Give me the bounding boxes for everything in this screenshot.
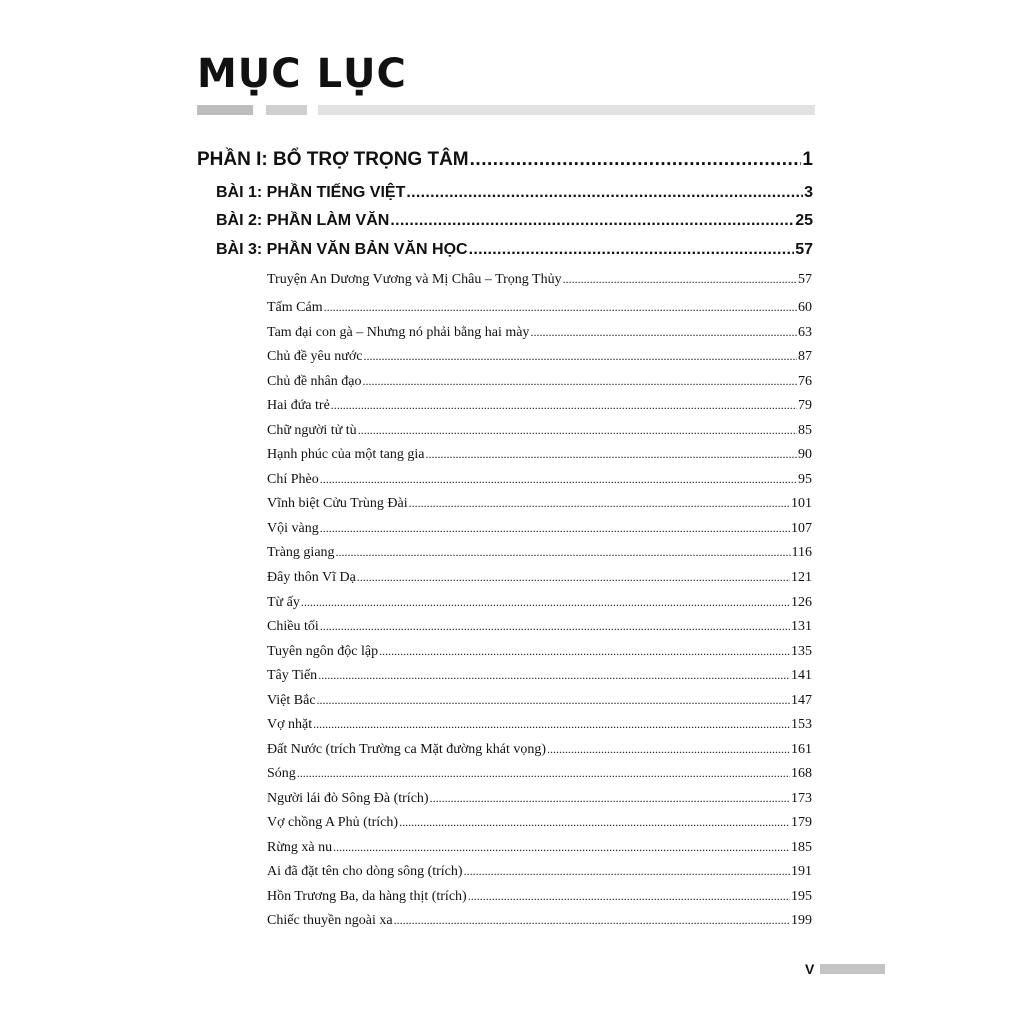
toc-item-page: 85: [798, 423, 812, 438]
toc-item-entry: [267, 617, 812, 636]
toc-item-label: Người lái đò Sông Đà (trích): [267, 791, 429, 806]
toc-lesson-label: BÀI 2: PHẦN LÀM VĂN: [216, 212, 390, 229]
toc-leader-dots: [318, 666, 790, 684]
toc-item-entry: [267, 862, 812, 881]
toc-item-label: Tràng giang: [267, 545, 335, 560]
toc-leader-dots: [425, 445, 797, 463]
toc-leader-dots: [563, 270, 797, 288]
toc-item-page: 79: [798, 398, 812, 413]
toc-part-label: PHẦN I: BỔ TRỢ TRỌNG TÂM: [197, 149, 469, 170]
toc-item-label: Sóng: [267, 766, 296, 781]
toc-item-label: Chữ người tử tù: [267, 423, 357, 438]
toc-lesson-entry: [216, 240, 813, 260]
toc-item-page: 147: [791, 693, 812, 708]
toc-item-page: 95: [798, 472, 812, 487]
toc-leader-dots: [394, 911, 790, 929]
toc-item-label: Vợ chồng A Phủ (trích): [267, 815, 399, 830]
toc-leader-dots: [468, 887, 790, 905]
toc-lesson-label: BÀI 3: PHẦN VĂN BẢN VĂN HỌC: [216, 241, 468, 258]
toc-item-page: 195: [791, 889, 812, 904]
title-underline-bar-2: [266, 105, 307, 115]
toc-item-label: Truyện An Dương Vương và Mị Châu – Trọng Thủy: [267, 272, 562, 287]
title-underline-bar-3: [318, 105, 815, 115]
toc-item-page: 141: [791, 668, 812, 683]
toc-leader-dots: [357, 568, 790, 586]
toc-item-entry: [267, 298, 812, 317]
toc-item-entry: [267, 445, 812, 464]
toc-item-page: 161: [791, 742, 812, 757]
toc-leader-dots: [301, 593, 790, 611]
footer-bar: [820, 964, 885, 974]
toc-leader-dots: [399, 813, 790, 831]
toc-leader-dots: [333, 838, 790, 856]
toc-leader-dots: [331, 396, 797, 414]
toc-item-page: 135: [791, 644, 812, 659]
toc-item-entry: [267, 270, 812, 289]
toc-leader-dots: [320, 470, 797, 488]
toc-item-entry: [267, 543, 812, 562]
toc-item-entry: [267, 911, 812, 930]
toc-item-entry: [267, 568, 812, 587]
toc-item-entry: [267, 593, 812, 612]
toc-leader-dots: [317, 691, 790, 709]
toc-item-page: 173: [791, 791, 812, 806]
toc-leader-dots: [406, 183, 803, 203]
toc-item-page: 63: [798, 325, 812, 340]
toc-leader-dots: [313, 715, 790, 733]
toc-leader-dots: [430, 789, 790, 807]
toc-item-page: 126: [791, 595, 812, 610]
toc-item-page: 87: [798, 349, 812, 364]
toc-leader-dots: [390, 211, 794, 231]
toc-leader-dots: [362, 372, 797, 390]
page-number: V: [805, 961, 815, 977]
toc-item-page: 153: [791, 717, 812, 732]
toc-item-entry: [267, 642, 812, 661]
toc-part-entry: [197, 148, 813, 172]
toc-item-label: Vợ nhặt: [267, 717, 313, 732]
toc-item-label: Hạnh phúc của một tang gia: [267, 447, 425, 462]
toc-lesson-entry: [216, 183, 813, 203]
toc-item-label: Rừng xà nu: [267, 840, 333, 855]
toc-item-page: 168: [791, 766, 812, 781]
toc-leader-dots: [336, 543, 791, 561]
toc-item-entry: [267, 519, 812, 538]
toc-lesson-label: BÀI 1: PHẦN TIẾNG VIỆT: [216, 184, 406, 201]
toc-item-label: Tấm Cám: [267, 300, 323, 315]
toc-item-label: Tuyên ngôn độc lập: [267, 644, 379, 659]
toc-leader-dots: [409, 494, 790, 512]
toc-item-page: 185: [791, 840, 812, 855]
toc-leader-dots: [379, 642, 790, 660]
toc-item-page: 191: [791, 864, 812, 879]
toc-item-entry: [267, 323, 812, 342]
toc-item-entry: [267, 470, 812, 489]
toc-item-page: 179: [791, 815, 812, 830]
toc-item-label: Chiều tối: [267, 619, 319, 634]
toc-item-page: 116: [791, 545, 812, 560]
toc-item-page: 121: [791, 570, 812, 585]
toc-item-page: 60: [798, 300, 812, 315]
toc-leader-dots: [320, 519, 790, 537]
toc-leader-dots: [530, 323, 797, 341]
toc-item-label: Chí Phèo: [267, 472, 319, 487]
toc-leader-dots: [469, 240, 795, 260]
toc-lesson-page: 57: [795, 241, 813, 258]
toc-item-page: 131: [791, 619, 812, 634]
toc-item-entry: [267, 838, 812, 857]
toc-item-page: 76: [798, 374, 812, 389]
toc-item-entry: [267, 740, 812, 759]
toc-item-page: 90: [798, 447, 812, 462]
toc-item-entry: [267, 421, 812, 440]
toc-leader-dots: [547, 740, 790, 758]
toc-item-label: Đây thôn Vĩ Dạ: [267, 570, 356, 585]
toc-item-label: Đất Nước (trích Trường ca Mặt đường khát vọng): [267, 742, 547, 757]
toc-item-label: Việt Bắc: [267, 693, 316, 708]
toc-leader-dots: [324, 298, 797, 316]
toc-item-entry: [267, 494, 812, 513]
toc-item-label: Chủ đề yêu nước: [267, 349, 363, 364]
toc-item-label: Tây Tiến: [267, 668, 318, 683]
toc-item-label: Chủ đề nhân đạo: [267, 374, 362, 389]
toc-item-page: 101: [791, 496, 812, 511]
toc-item-label: Hồn Trương Ba, da hàng thịt (trích): [267, 889, 467, 904]
toc-item-entry: [267, 813, 812, 832]
toc-leader-dots: [297, 764, 790, 782]
toc-item-entry: [267, 347, 812, 366]
toc-item-label: Hai đứa trẻ: [267, 398, 330, 413]
toc-leader-dots: [358, 421, 797, 439]
toc-item-label: Từ ấy: [267, 595, 300, 610]
toc-lesson-page: 3: [804, 184, 813, 201]
toc-item-entry: [267, 396, 812, 415]
title-underline-bar-1: [197, 105, 253, 115]
toc-part-page: 1: [802, 149, 813, 170]
toc-item-entry: [267, 666, 812, 685]
toc-item-label: Vội vàng: [267, 521, 319, 536]
toc-item-label: Vĩnh biệt Cửu Trùng Đài: [267, 496, 408, 511]
toc-item-page: 57: [798, 272, 812, 287]
toc-item-label: Tam đại con gà – Nhưng nó phải bằng hai mày: [267, 325, 530, 340]
toc-item-entry: [267, 715, 812, 734]
toc-item-label: Ai đã đặt tên cho dòng sông (trích): [267, 864, 463, 879]
toc-item-entry: [267, 372, 812, 391]
toc-item-page: 199: [791, 913, 812, 928]
toc-leader-dots: [363, 347, 797, 365]
toc-lesson-page: 25: [795, 212, 813, 229]
toc-leader-dots: [320, 617, 790, 635]
toc-item-entry: [267, 691, 812, 710]
toc-item-label: Chiếc thuyền ngoài xa: [267, 913, 393, 928]
toc-item-entry: [267, 789, 812, 808]
toc-lesson-entry: [216, 211, 813, 231]
toc-item-entry: [267, 887, 812, 906]
toc-item-page: 107: [791, 521, 812, 536]
page-title: MỤC LỤC: [197, 51, 407, 97]
toc-item-entry: [267, 764, 812, 783]
toc-leader-dots: [464, 862, 790, 880]
toc-leader-dots: [470, 148, 802, 172]
